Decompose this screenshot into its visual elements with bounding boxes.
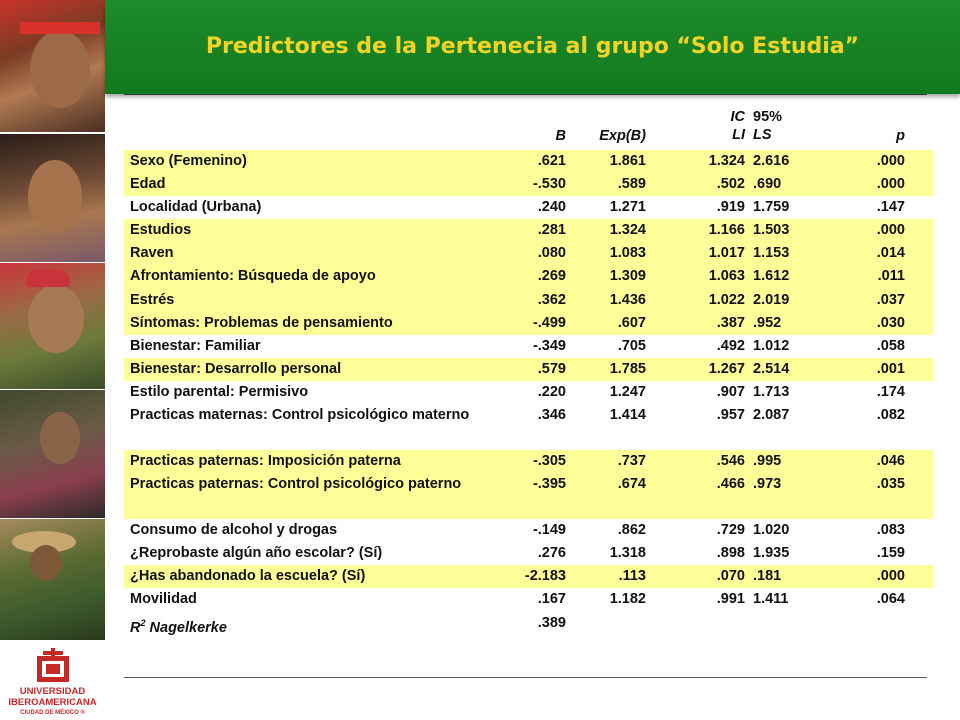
university-logo: [0, 640, 105, 720]
cell-ls: 2.616: [749, 150, 815, 173]
cell-empty: [650, 612, 749, 640]
cell-li: .492: [650, 335, 749, 358]
cell-p: .046: [815, 450, 933, 473]
cell-ls: .181: [749, 565, 815, 588]
cell-expb: .737: [570, 450, 650, 473]
cell-p: .000: [815, 565, 933, 588]
cell-li: .729: [650, 519, 749, 542]
photo-woman-child: [0, 390, 105, 518]
cell-ls: 1.935: [749, 542, 815, 565]
table-footer-row: [124, 612, 933, 640]
cell-b: -.149: [496, 519, 570, 542]
cell-ls: .973: [749, 473, 815, 519]
page-title: Predictores de la Pertenecia al grupo “Solo Estudia”: [205, 34, 860, 59]
cell-label: ¿Reprobaste algún año escolar? (Sí): [124, 542, 496, 565]
logo-line-2: IBEROAMERICANA: [8, 697, 97, 708]
cell-li: .898: [650, 542, 749, 565]
table-row: [124, 565, 933, 588]
cell-expb: 1.309: [570, 265, 650, 288]
cell-ls: 1.153: [749, 242, 815, 265]
cell-label: Raven: [124, 242, 496, 265]
cell-li: .546: [650, 450, 749, 473]
cell-li: .466: [650, 473, 749, 519]
cell-empty: [570, 612, 650, 640]
cell-ls: 2.019: [749, 289, 815, 312]
cell-b: .240: [496, 196, 570, 219]
table-row: [124, 358, 933, 381]
cell-p: .000: [815, 219, 933, 242]
table-row: [124, 289, 933, 312]
header-li: LI: [732, 127, 745, 143]
photo-farmer-hat: [0, 519, 105, 640]
cell-expb: 1.182: [570, 588, 650, 611]
table-row: [124, 265, 933, 288]
cell-expb: 1.271: [570, 196, 650, 219]
cell-b: -.349: [496, 335, 570, 358]
header-95-ls: [749, 94, 815, 150]
table-row: [124, 404, 933, 450]
table-row: [124, 242, 933, 265]
header-ls: LS: [753, 127, 772, 143]
cell-li: .907: [650, 381, 749, 404]
cell-p: .035: [815, 473, 933, 519]
photo-smiling-man-cap: [0, 263, 105, 389]
cell-li: .070: [650, 565, 749, 588]
cell-ls: 1.713: [749, 381, 815, 404]
cell-ls: 1.503: [749, 219, 815, 242]
cell-p: .174: [815, 381, 933, 404]
cell-expb: 1.436: [570, 289, 650, 312]
cell-empty: [815, 612, 933, 640]
cell-li: 1.017: [650, 242, 749, 265]
cell-nagelkerke-label: [124, 612, 496, 640]
cell-ls: 2.087: [749, 404, 815, 450]
cell-expb: 1.414: [570, 404, 650, 450]
cell-li: 1.063: [650, 265, 749, 288]
cell-expb: 1.247: [570, 381, 650, 404]
cell-label: Practicas paternas: Imposición paterna: [124, 450, 496, 473]
header-95: 95%: [753, 109, 783, 125]
nagelkerke-rest: Nagelkerke: [145, 619, 227, 636]
cell-b: -.395: [496, 473, 570, 519]
nagelkerke-r: R: [130, 619, 141, 636]
cell-li: 1.324: [650, 150, 749, 173]
cell-expb: 1.318: [570, 542, 650, 565]
cell-ls: 1.612: [749, 265, 815, 288]
cell-label: Consumo de alcohol y drogas: [124, 519, 496, 542]
logo-line-3: CIUDAD DE MÉXICO ®: [20, 710, 85, 716]
cell-li: .387: [650, 312, 749, 335]
table-row: [124, 150, 933, 173]
cell-li: 1.022: [650, 289, 749, 312]
header-p: p: [896, 128, 905, 144]
cell-ls: 1.012: [749, 335, 815, 358]
cell-label: Movilidad: [124, 588, 496, 611]
cell-li: .991: [650, 588, 749, 611]
cell-label: Localidad (Urbana): [124, 196, 496, 219]
cell-p: .001: [815, 358, 933, 381]
table-row: [124, 381, 933, 404]
photo-elder-man-headband: [0, 0, 105, 132]
university-seal-icon: [34, 646, 72, 686]
cell-ls: .995: [749, 450, 815, 473]
cell-label: Edad: [124, 173, 496, 196]
cell-p: .000: [815, 150, 933, 173]
cell-b: .167: [496, 588, 570, 611]
table-row: [124, 173, 933, 196]
cell-label: ¿Has abandonado la escuela? (Sí): [124, 565, 496, 588]
cell-p: .064: [815, 588, 933, 611]
cell-expb: .589: [570, 173, 650, 196]
table-row: [124, 519, 933, 542]
cell-p: .030: [815, 312, 933, 335]
cell-label: Practicas maternas: Control psicológico materno: [124, 404, 496, 450]
cell-expb: 1.083: [570, 242, 650, 265]
nagelkerke-sup: 2: [140, 617, 146, 628]
header-b: B: [555, 128, 566, 144]
table-row: [124, 542, 933, 565]
cell-label: Estudios: [124, 219, 496, 242]
cell-b: .281: [496, 219, 570, 242]
cell-expb: .862: [570, 519, 650, 542]
table-row: [124, 473, 933, 519]
cell-empty: [749, 612, 815, 640]
table-bottom-rule: [124, 677, 927, 678]
table-row: [124, 196, 933, 219]
cell-expb: 1.785: [570, 358, 650, 381]
cell-expb: .705: [570, 335, 650, 358]
cell-p: .147: [815, 196, 933, 219]
cell-b: -.530: [496, 173, 570, 196]
cell-label: Bienestar: Familiar: [124, 335, 496, 358]
cell-b: .346: [496, 404, 570, 450]
cell-b: .579: [496, 358, 570, 381]
header-variable: [124, 94, 496, 150]
cell-b: .220: [496, 381, 570, 404]
cell-ls: 1.020: [749, 519, 815, 542]
cell-li: 1.267: [650, 358, 749, 381]
cell-li: .957: [650, 404, 749, 450]
title-banner: [105, 0, 960, 94]
cell-expb: 1.324: [570, 219, 650, 242]
header-expb: Exp(B): [599, 128, 646, 144]
cell-expb: .113: [570, 565, 650, 588]
cell-p: .159: [815, 542, 933, 565]
cell-p: .083: [815, 519, 933, 542]
cell-ls: .952: [749, 312, 815, 335]
cell-b: .080: [496, 242, 570, 265]
cell-ls: .690: [749, 173, 815, 196]
table-row: [124, 450, 933, 473]
cell-ls: 1.411: [749, 588, 815, 611]
table-header-row: [124, 94, 933, 150]
table-row: [124, 312, 933, 335]
table-row: [124, 335, 933, 358]
cell-li: 1.166: [650, 219, 749, 242]
cell-p: .082: [815, 404, 933, 450]
cell-b: .269: [496, 265, 570, 288]
cell-li: .502: [650, 173, 749, 196]
cell-p: .037: [815, 289, 933, 312]
cell-p: .000: [815, 173, 933, 196]
cell-ls: 1.759: [749, 196, 815, 219]
cell-label: Afrontamiento: Búsqueda de apoyo: [124, 265, 496, 288]
cell-b: -.499: [496, 312, 570, 335]
cell-b: -.305: [496, 450, 570, 473]
cell-li: .919: [650, 196, 749, 219]
table-row: [124, 219, 933, 242]
cell-p: .058: [815, 335, 933, 358]
photo-young-woman: [0, 134, 105, 262]
cell-label: Síntomas: Problemas de pensamiento: [124, 312, 496, 335]
cell-label: Estilo parental: Permisivo: [124, 381, 496, 404]
cell-label: Bienestar: Desarrollo personal: [124, 358, 496, 381]
cell-p: .011: [815, 265, 933, 288]
cell-b: .362: [496, 289, 570, 312]
cell-label: Estrés: [124, 289, 496, 312]
cell-nagelkerke-value: .389: [496, 612, 570, 640]
header-ic: IC: [730, 109, 745, 125]
photo-strip: [0, 0, 105, 720]
cell-expb: 1.861: [570, 150, 650, 173]
cell-b: .621: [496, 150, 570, 173]
cell-expb: .674: [570, 473, 650, 519]
cell-ls: 2.514: [749, 358, 815, 381]
cell-b: -2.183: [496, 565, 570, 588]
table-row: [124, 588, 933, 611]
cell-label: Sexo (Femenino): [124, 150, 496, 173]
cell-p: .014: [815, 242, 933, 265]
cell-expb: .607: [570, 312, 650, 335]
header-ic-li: [650, 94, 749, 150]
regression-table: [124, 94, 927, 639]
logo-line-1: UNIVERSIDAD: [19, 686, 86, 697]
cell-label: Practicas paternas: Control psicológico paterno: [124, 473, 496, 519]
cell-b: .276: [496, 542, 570, 565]
